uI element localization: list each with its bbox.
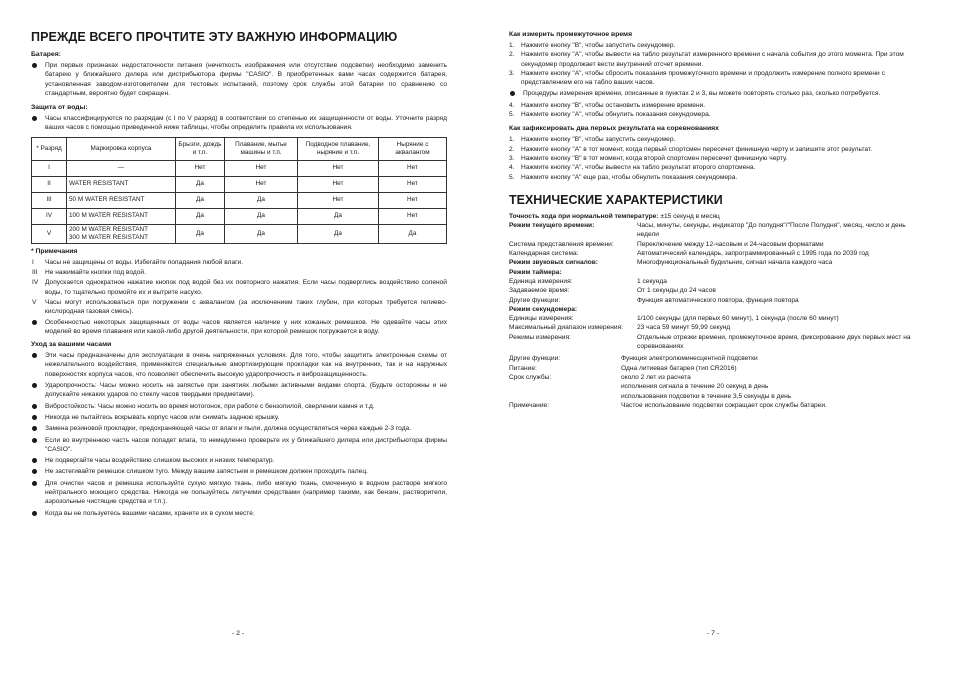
step-number: 1.: [509, 136, 515, 144]
table-cell: II: [32, 176, 67, 192]
care-item: Вибростойкость: Часы можно носить во время мотогонок, при работе с бензопилой, сверлении камня и т.д.: [31, 402, 447, 411]
step-number: 5.: [509, 173, 515, 181]
note-mark: V: [32, 298, 37, 306]
table-cell: Нет: [379, 192, 447, 208]
step-item: [509, 101, 924, 110]
table-header-cell: Плавание, мытье машины и т.п.: [225, 137, 298, 160]
table-cell: 200 M WATER RESISTANT 300 M WATER RESISTANT: [67, 224, 176, 243]
table-cell: Да: [225, 208, 298, 224]
spec-label: Система представления времени:: [509, 240, 614, 248]
step-text: Нажмите кнопку "A" еще раз, чтобы обнулить показания секундомера.: [521, 173, 738, 181]
spec-value: 1 секунда: [637, 277, 667, 285]
table-cell: Нет: [225, 176, 298, 192]
spec-value: Часы, минуты, секунды, индикатор "До полудня"/"После Полудня", месяц, число и день недели: [637, 222, 906, 239]
care-item: Никогда не пытайтесь вскрывать корпус часов или снимать заднюю крышку.: [31, 413, 447, 422]
table-cell: Да: [225, 192, 298, 208]
note-item: [31, 268, 447, 277]
notes-heading: * Примечания: [31, 247, 78, 255]
accuracy-value: ±15 секунд в месяц: [660, 212, 720, 220]
table-header-cell: Подводное плавание, ныряние и т.п.: [298, 137, 379, 160]
spec-label: Максимальный диапазон измерения:: [509, 324, 623, 332]
care-item: Замена резиновой прокладки, предохраняющей часы от влаги и пыли, должна осуществляться через каждые 2-3 года.: [31, 424, 447, 433]
spec-label: Режим секундомера:: [509, 305, 578, 313]
spec-value: 1/100 секунды (для первых 60 минут), 1 секунда (после 60 минут): [637, 315, 839, 323]
spec-label: Срок службы:: [509, 373, 552, 381]
note-text: Часы могут использоваться при погружении с аквалангом (за исключением таких глубин, при которых требуется гелиево-кислородная газовая смесь).: [45, 298, 447, 316]
water-text: Часы классифицируются по разрядам (с I по V разряд) в соответствии со степенью их защищенности от воды. Уточните разряд ваших часов с помощью приведенной ниже таблицы, чтобы определить правила их использования.: [31, 114, 447, 133]
step-text: Нажмите кнопку "A" в тот момент, когда первый спортсмен пересечет финишную черту и запишите этот результат.: [521, 145, 873, 153]
note-item: [31, 258, 447, 267]
table-cell: IV: [32, 208, 67, 224]
accuracy-line: [509, 212, 924, 221]
step-number: 5.: [509, 111, 515, 119]
spec-value: Переключение между 12-часовым и 24-часовым форматами: [637, 240, 824, 248]
step-item: [509, 135, 924, 144]
table-row: [32, 224, 447, 243]
step-number: 4.: [509, 164, 515, 172]
spec-label: Единицы измерения:: [509, 315, 574, 323]
step-text: Нажмите кнопку "B", чтобы остановить измерение времени.: [521, 101, 706, 109]
spec-label: Режим таймера:: [509, 268, 562, 276]
page-number: - 2 -: [232, 630, 245, 637]
right-page: [477, 0, 954, 677]
step-item: [509, 110, 924, 119]
care-item: Ударопрочность: Часы можно носить на запястье при занятиях любыми активными видами спорта. (Будьте осторожны и не допускайте никаких ударов по стеклу часов твердыми предметами).: [31, 381, 447, 400]
spec-value: Функция электролюминесцентной подсветки: [621, 355, 758, 363]
table-cell: 100 M WATER RESISTANT: [67, 208, 176, 224]
table-body: [32, 160, 447, 243]
spec-label: Единица измерения:: [509, 277, 573, 285]
battery-heading: Батарея:: [31, 51, 61, 58]
spec-label: Режимы измерения:: [509, 333, 571, 341]
spec-value: Функция автоматического повтора, функция повтора: [637, 296, 799, 304]
table-cell: Да: [298, 224, 379, 243]
spec-label: Задаваемое время:: [509, 287, 570, 295]
spec-label: Календарная система:: [509, 250, 579, 258]
page-title: ПРЕЖДЕ ВСЕГО ПРОЧТИТЕ ЭТУ ВАЖНУЮ ИНФОРМАЦИЮ: [31, 30, 398, 44]
water-heading: Защита от воды:: [31, 104, 88, 112]
note-item: [31, 278, 447, 297]
spec-label: Другие функции:: [509, 296, 561, 304]
care-heading: Уход за вашими часами: [31, 341, 112, 349]
table-cell: Да: [176, 224, 225, 243]
spec-list-2: [509, 354, 924, 410]
note-text: Допускается однократное нажатие кнопок под водой без их повторного нажатия. Если часы подверглись воздействию соленой воды, то тщательно промойте их и вытрите насухо.: [45, 279, 447, 296]
step-item: [509, 163, 924, 172]
water-resistance-table: [31, 137, 447, 244]
two-results-steps-list: [509, 135, 924, 181]
table-cell: Да: [176, 176, 225, 192]
care-item: Для очистки часов и ремешка используйте сухую мягкую ткань, либо мягкую ткань, смоченную в водном растворе мягкого нейтрального моющего средства. Никогда не пользуйтесь летучими средствами (например такими, как бензин, растворители, аэрозольные чистящие средства и т.п.).: [31, 479, 447, 507]
split-bullet: Процедуры измерения времени, описанные в пунктах 2 и 3, вы можете повторять столько раз, сколько потребуется.: [509, 89, 924, 98]
battery-text: При первых признаках недостаточности питания (нечеткость изображения или отсутствие подсветки) необходимо заменить батарею у ближайшего дилера или дистрибьютора фирмы "CASIO". В приобретенных вами часах содержится батарея, установленная заводом-изготовителем для тестовых испытаний, поэтому срок службы этой батареи по сравнению со стандартным, вероятно будет сокращен.: [31, 61, 447, 98]
split-steps-list-2: [509, 101, 924, 120]
spec-label: Другие функции:: [509, 355, 561, 363]
step-item: [509, 173, 924, 182]
step-text: Нажмите кнопку "A", чтобы вывести на табло результат второго спортсмена.: [521, 164, 756, 172]
step-text: Нажмите кнопку "A", чтобы обнулить показания секундомера.: [521, 111, 711, 119]
table-row: [32, 192, 447, 208]
table-cell: Да: [176, 208, 225, 224]
spec-list: [509, 221, 924, 351]
table-row: [32, 160, 447, 176]
step-number: 1.: [509, 42, 515, 49]
table-header-cell: Маркировка корпуса: [67, 137, 176, 160]
step-number: 4.: [509, 101, 515, 109]
care-item: Если во внутреннюю часть часов попадет влага, то немедленно проверьте их у ближайшего дилера или дистрибьютора фирмы "CASIO".: [31, 436, 447, 455]
spec-label: Режим звуковых сигналов:: [509, 259, 599, 267]
table-cell: Нет: [176, 160, 225, 176]
care-item: Не застегивайте ремешок слишком туго. Между вашим запястьем и ремешком должен проходить палец.: [31, 467, 447, 476]
tech-title: ТЕХНИЧЕСКИЕ ХАРАКТЕРИСТИКИ: [509, 192, 723, 207]
table-cell: V: [32, 224, 67, 243]
step-text: Нажмите кнопку "B" в тот момент, когда второй спортсмен пересечет финишную черту.: [521, 154, 788, 162]
spec-value: 23 часа 59 минут 59,99 секунд: [637, 324, 731, 332]
step-item: [509, 41, 924, 50]
accuracy-label: Точность хода при нормальной температуре:: [509, 212, 659, 220]
step-number: 2.: [509, 145, 515, 153]
spec-value: Одна литиевая батарея (тип CR2016): [621, 364, 737, 372]
table-cell: Нет: [298, 192, 379, 208]
table-cell: Нет: [225, 160, 298, 176]
page-number: - 7 -: [707, 630, 720, 637]
table-header-cell: Ныряние с аквалангом: [379, 137, 447, 160]
note-mark: IV: [32, 279, 39, 287]
split-heading: Как измерить промежуточное время: [509, 31, 633, 38]
table-cell: Да: [225, 224, 298, 243]
step-number: 3.: [509, 69, 515, 77]
step-item: [509, 50, 924, 69]
notes-list: [31, 258, 447, 317]
spec-value: около 2 лет из расчета исполнения сигнала в течение 20 секунд в день использования подсветки в течение 3,5 секунды в день: [621, 373, 792, 400]
table-row: [32, 176, 447, 192]
step-text: Нажмите кнопку "B", чтобы запустить секундомер.: [521, 136, 676, 144]
step-text: Нажмите кнопку "A", чтобы вывести на табло результат измеренного времени с начала события до этого момента. При этом секундомер продолжает вести внутренний отсчет времени.: [521, 51, 904, 68]
spec-value: [637, 268, 924, 277]
table-cell: I: [32, 160, 67, 176]
spec-value: Многофункциональный будильник, сигнал начала каждого часа: [637, 259, 833, 267]
note-mark: I: [32, 258, 34, 266]
table-cell: Да: [379, 224, 447, 243]
split-steps-list: [509, 41, 924, 87]
table-cell: Нет: [298, 176, 379, 192]
step-text: Нажмите кнопку "A", чтобы сбросить показания промежуточного времени и продолжить измерение полного времени с представлением его на табло ваших часов.: [521, 69, 885, 87]
spec-value: От 1 секунды до 24 часов: [637, 287, 716, 295]
table-header-row: [32, 137, 447, 160]
step-item: [509, 154, 924, 163]
care-list: [31, 351, 447, 518]
spec-value: Отдельные отрезки времени, промежуточное время, фиксирование двух первых мест на соревнованиях: [637, 333, 911, 351]
step-number: 2.: [509, 51, 515, 59]
note-mark: III: [32, 269, 38, 277]
step-item: [509, 145, 924, 154]
spec-label: Питание:: [509, 364, 537, 372]
note-text: Часы не защищены от воды. Избегайте попадания любой влаги.: [45, 258, 244, 266]
table-header-cell: Брызги, дождь и т.п.: [176, 137, 225, 160]
spec-value: Автоматический календарь, запрограммированный с 1995 года по 2039 год: [637, 250, 869, 258]
table-cell: Нет: [379, 208, 447, 224]
two-results-heading: Как зафиксировать два первых результата на соревнованиях: [509, 125, 719, 133]
care-item: Когда вы не пользуетесь вашими часами, храните их в сухом месте.: [31, 509, 447, 518]
table-cell: —: [67, 160, 176, 176]
spec-label: Режим текущего времени:: [509, 222, 595, 230]
table-cell: Нет: [298, 160, 379, 176]
table-row: [32, 208, 447, 224]
table-cell: WATER RESISTANT: [67, 176, 176, 192]
step-number: 3.: [509, 154, 515, 162]
table-cell: Да: [176, 192, 225, 208]
table-cell: Нет: [379, 176, 447, 192]
table-cell: 50 M WATER RESISTANT: [67, 192, 176, 208]
note-item: [31, 298, 447, 317]
spec-label: Примечание:: [509, 401, 549, 409]
table-header-cell: * Разряд: [32, 137, 67, 160]
care-item: Не подвергайте часы воздействию слишком высоких и низких температур.: [31, 456, 447, 465]
step-text: Нажмите кнопку "B", чтобы запустить секундомер.: [521, 42, 676, 49]
table-cell: Нет: [379, 160, 447, 176]
step-item: [509, 69, 924, 88]
spec-value: [637, 305, 924, 314]
notes-bullet: Особенностью некоторых защищенных от воды часов является наличие у них кожаных ремешков. Не одевайте часы этих моделей во время плавания или какой-либо другой деятельности, при которой ремешок погружается в воду.: [31, 318, 447, 337]
note-text: Не нажимайте кнопки под водой.: [45, 269, 146, 277]
table-cell: III: [32, 192, 67, 208]
table-cell: Да: [298, 208, 379, 224]
spec-value: Частое использование подсветки сокращает срок службы батареи.: [621, 401, 827, 409]
care-item: Эти часы предназначены для эксплуатации в очень напряженных условиях. Для того, чтобы защитить электронные схемы от нежелательного воздействия, применяются специальные амортизирующие прокладки как на внутренних, так и на наружных поверхностях корпуса часов, что позволяет обеспечить высокую ударопрочность и виброзащищенность.: [31, 351, 447, 379]
